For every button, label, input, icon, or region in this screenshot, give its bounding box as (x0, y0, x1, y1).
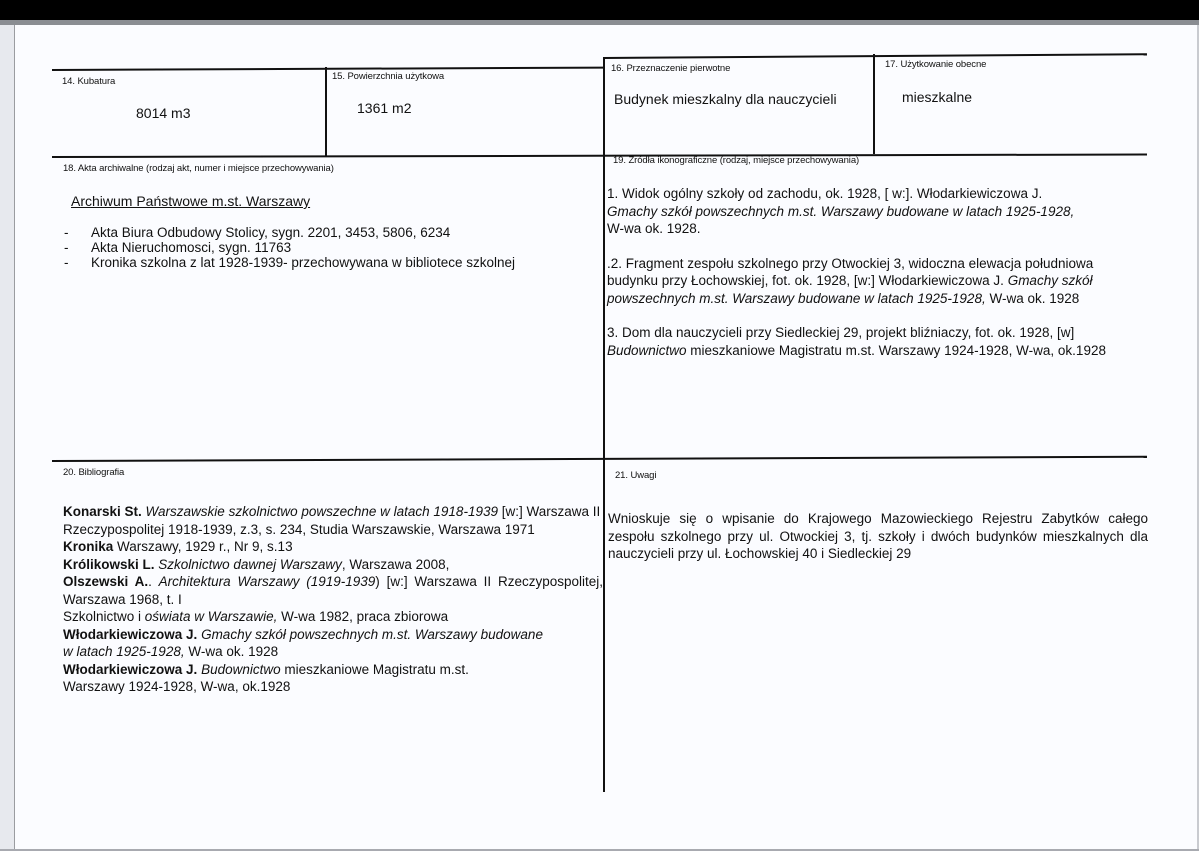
field-17-label: 17. Użytkowanie obecne (885, 59, 987, 70)
archive-item: - Akta Biura Odbudowy Stolicy, sygn. 2201, 3453, 5806, 6234 (64, 225, 451, 240)
archive-items (64, 225, 515, 270)
bibliography-entry: Kronika Warszawy, 1929 r., Nr 9, s.13 (63, 539, 293, 554)
field-17-value: mieszkalne (902, 89, 973, 105)
iconographic-entry-1: 1. Widok ogólny szkoły od zachodu, ok. 1928, [ w:]. Włodarkiewiczowa J. Gmachy szkół powszechnych m.st. Warszawy budowane w latach 1925-1928, W-wa ok. 1928. (607, 186, 1075, 236)
field-15-label: 15. Powierzchnia użytkowa (332, 71, 445, 82)
field-14-value: 8014 m3 (136, 105, 191, 121)
remarks-text: Wnioskuje się o wpisanie do Krajowego Mazowieckiego Rejestru Zabytków całego zespołu szkolnego przy ul. Otwockiej 3, tj. szkoły i dwóch budynków mieszkalnych dla nauczycieli przy ul. Łochowskiej 40 i Siedleckiej 29 (608, 511, 1148, 561)
divider-center (603, 57, 605, 792)
divider-14-15 (325, 67, 327, 156)
field-15-value: 1361 m2 (357, 100, 412, 116)
archive-name: Archiwum Państwowe m.st. Warszawy (71, 193, 311, 209)
bibliography (63, 503, 603, 696)
bibliography-entry: Olszewski A.. Architektura Warszawy (1919-1939) [w:] Warszawa II Rzeczypospolitej, Warszawa 1968, t. I (63, 574, 603, 607)
field-16-label: 16. Przeznaczenie pierwotne (611, 63, 731, 74)
scanner-top-bar (0, 0, 1199, 20)
divider-16-17 (873, 54, 875, 154)
field-18-label: 18. Akta archiwalne (rodzaj akt, numer i miejsce przechowywania) (63, 163, 334, 174)
bibliography-entry: Królikowski L. Szkolnictwo dawnej Warszawy, Warszawa 2008, (63, 556, 450, 572)
bibliography-entry: Konarski St. Warszawskie szkolnictwo powszechne w latach 1918-1939 [w:] Warszawa II Rzeczypospolitej 1918-1939, z.3, s. 234, Studia Warszawskie, Warszawa 1971 (63, 504, 601, 537)
iconographic-sources (607, 185, 1147, 376)
field-16-value: Budynek mieszkalny dla nauczycieli (614, 91, 837, 107)
scanner-left-margin (0, 25, 15, 851)
field-20-label: 20. Bibliografia (63, 467, 125, 478)
iconographic-entry-2: .2. Fragment zespołu szkolnego przy Otwockiej 3, widoczna elewacja południowa budynku przy Łochowskiej, fot. ok. 1928, [w:] Włodarkiewiczowa J. Gmachy szkół powszechnych m.st. Warszawy budowane w latach 1925-1928, W-wa ok. 1928 (607, 255, 1094, 306)
bibliography-entry: Szkolnictwo i oświata w Warszawie, W-wa 1982, praca zbiorowa (63, 609, 449, 624)
bibliography-entry: Włodarkiewiczowa J. Gmachy szkół powszechnych m.st. Warszawy budowane w latach 1925-1928, W-wa ok. 1928 (63, 626, 543, 659)
field-21-label: 21. Uwagi (615, 470, 657, 481)
bibliography-entry: Włodarkiewiczowa J. Budownictwo mieszkaniowe Magistratu m.st. Warszawy 1924-1928, W-wa, ok.1928 (63, 661, 469, 694)
field-14-label: 14. Kubatura (62, 76, 116, 87)
archive-item: - Akta Nieruchomosci, sygn. 11763 (64, 240, 292, 255)
field-19-label: 19. Źródła ikonograficzne (rodzaj, miejsce przechowywania) (613, 155, 860, 166)
iconographic-entry-3: 3. Dom dla nauczycieli przy Siedleckiej 29, projekt bliźniaczy, fot. ok. 1928, [w] Budownictwo mieszkaniowe Magistratu m.st. Warszawy 1924-1928, W-wa, ok.1928 (607, 325, 1106, 358)
document-page (15, 25, 1197, 849)
archive-item: - Kronika szkolna z lat 1928-1939- przechowywana w bibliotece szkolnej (64, 255, 515, 270)
